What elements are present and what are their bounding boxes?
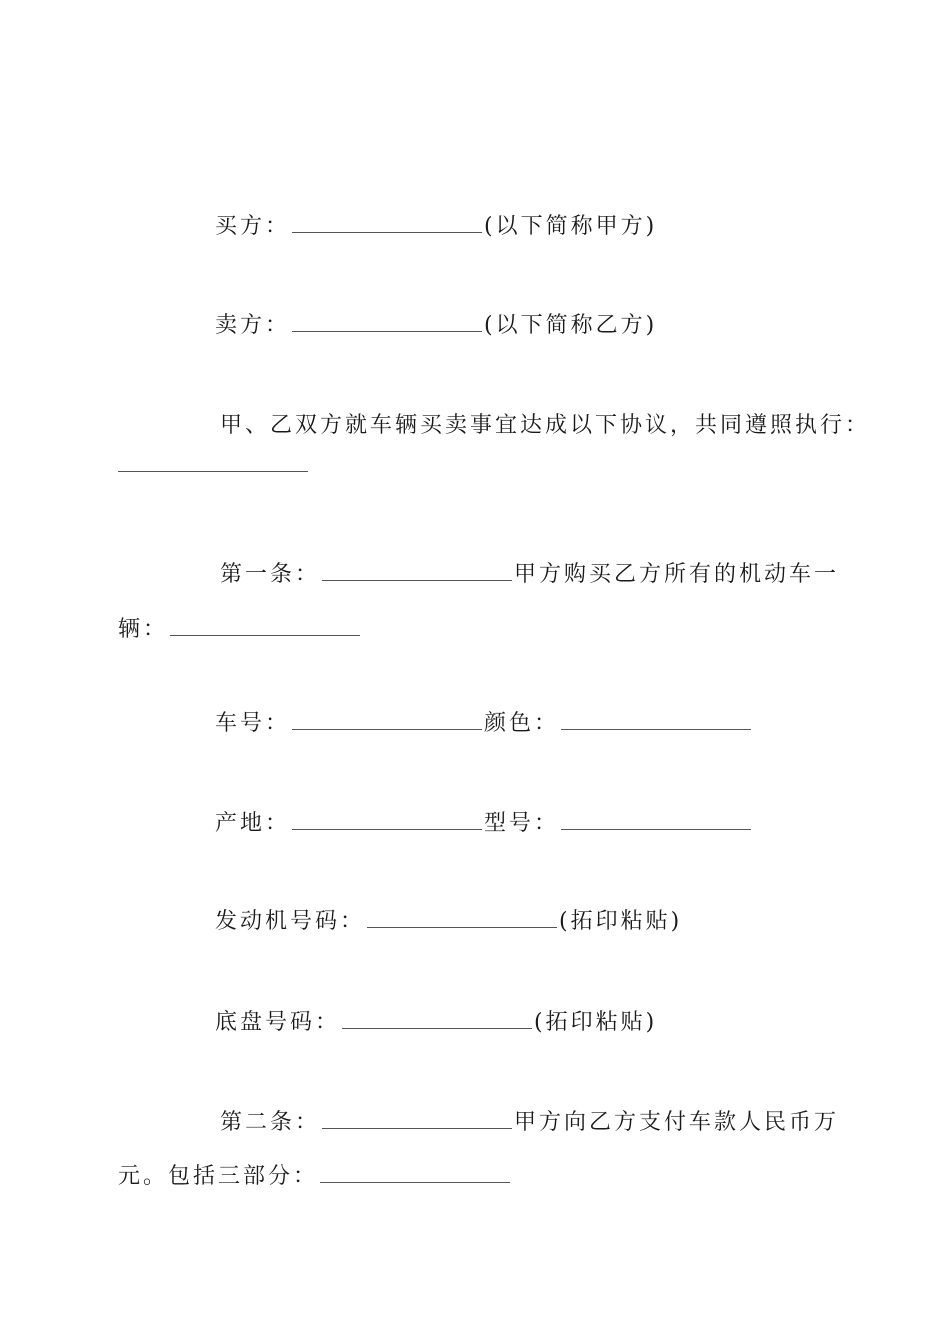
seller-note: (以下简称乙方) (484, 313, 658, 338)
plate-blank[interactable] (292, 711, 482, 730)
origin-blank[interactable] (292, 811, 482, 830)
chassis-line (215, 1008, 657, 1038)
buyer-label: 买方： (215, 214, 291, 239)
article2-blank[interactable] (322, 1110, 512, 1129)
article2-line (220, 1108, 839, 1138)
payment-blank[interactable] (320, 1164, 510, 1183)
seller-label: 卖方： (215, 313, 291, 338)
article2-label: 第二条： (220, 1110, 321, 1135)
model-blank[interactable] (561, 811, 751, 830)
plate-label: 车号： (215, 711, 291, 736)
article1-text-a: 甲方购买乙方所有的机动车一 (514, 562, 840, 587)
seller-blank[interactable] (292, 313, 482, 332)
intro-blank[interactable] (118, 470, 308, 472)
seller-line (215, 311, 657, 341)
buyer-line (215, 212, 657, 242)
chassis-note: (拓印粘贴) (534, 1010, 658, 1035)
article1-line (220, 560, 839, 590)
origin-model-line (215, 809, 753, 839)
article2-text-b: 元。包括三部分： (118, 1164, 319, 1189)
origin-label: 产地： (215, 811, 291, 836)
intro-text: 甲、乙双方就车辆买卖事宜达成以下协议，共同遵照执行： (220, 413, 871, 438)
article2-text-a: 甲方向乙方支付车款人民币万 (514, 1110, 840, 1135)
engine-blank[interactable] (367, 909, 557, 928)
color-blank[interactable] (561, 711, 751, 730)
article1-label: 第一条： (220, 562, 321, 587)
color-label: 颜色： (484, 711, 560, 736)
buyer-note: (以下简称甲方) (484, 214, 658, 239)
plate-color-line (215, 709, 753, 739)
engine-note: (拓印粘贴) (559, 909, 683, 934)
article1-line-2 (118, 615, 362, 645)
engine-line (215, 907, 682, 937)
vehicle-blank[interactable] (170, 617, 360, 636)
article1-blank[interactable] (322, 562, 512, 581)
model-label: 型号： (484, 811, 560, 836)
engine-label: 发动机号码： (215, 909, 366, 934)
buyer-blank[interactable] (292, 214, 482, 233)
chassis-blank[interactable] (342, 1010, 532, 1029)
chassis-label: 底盘号码： (215, 1010, 341, 1035)
article2-line-2 (118, 1162, 512, 1192)
article1-text-b: 辆： (118, 617, 169, 642)
